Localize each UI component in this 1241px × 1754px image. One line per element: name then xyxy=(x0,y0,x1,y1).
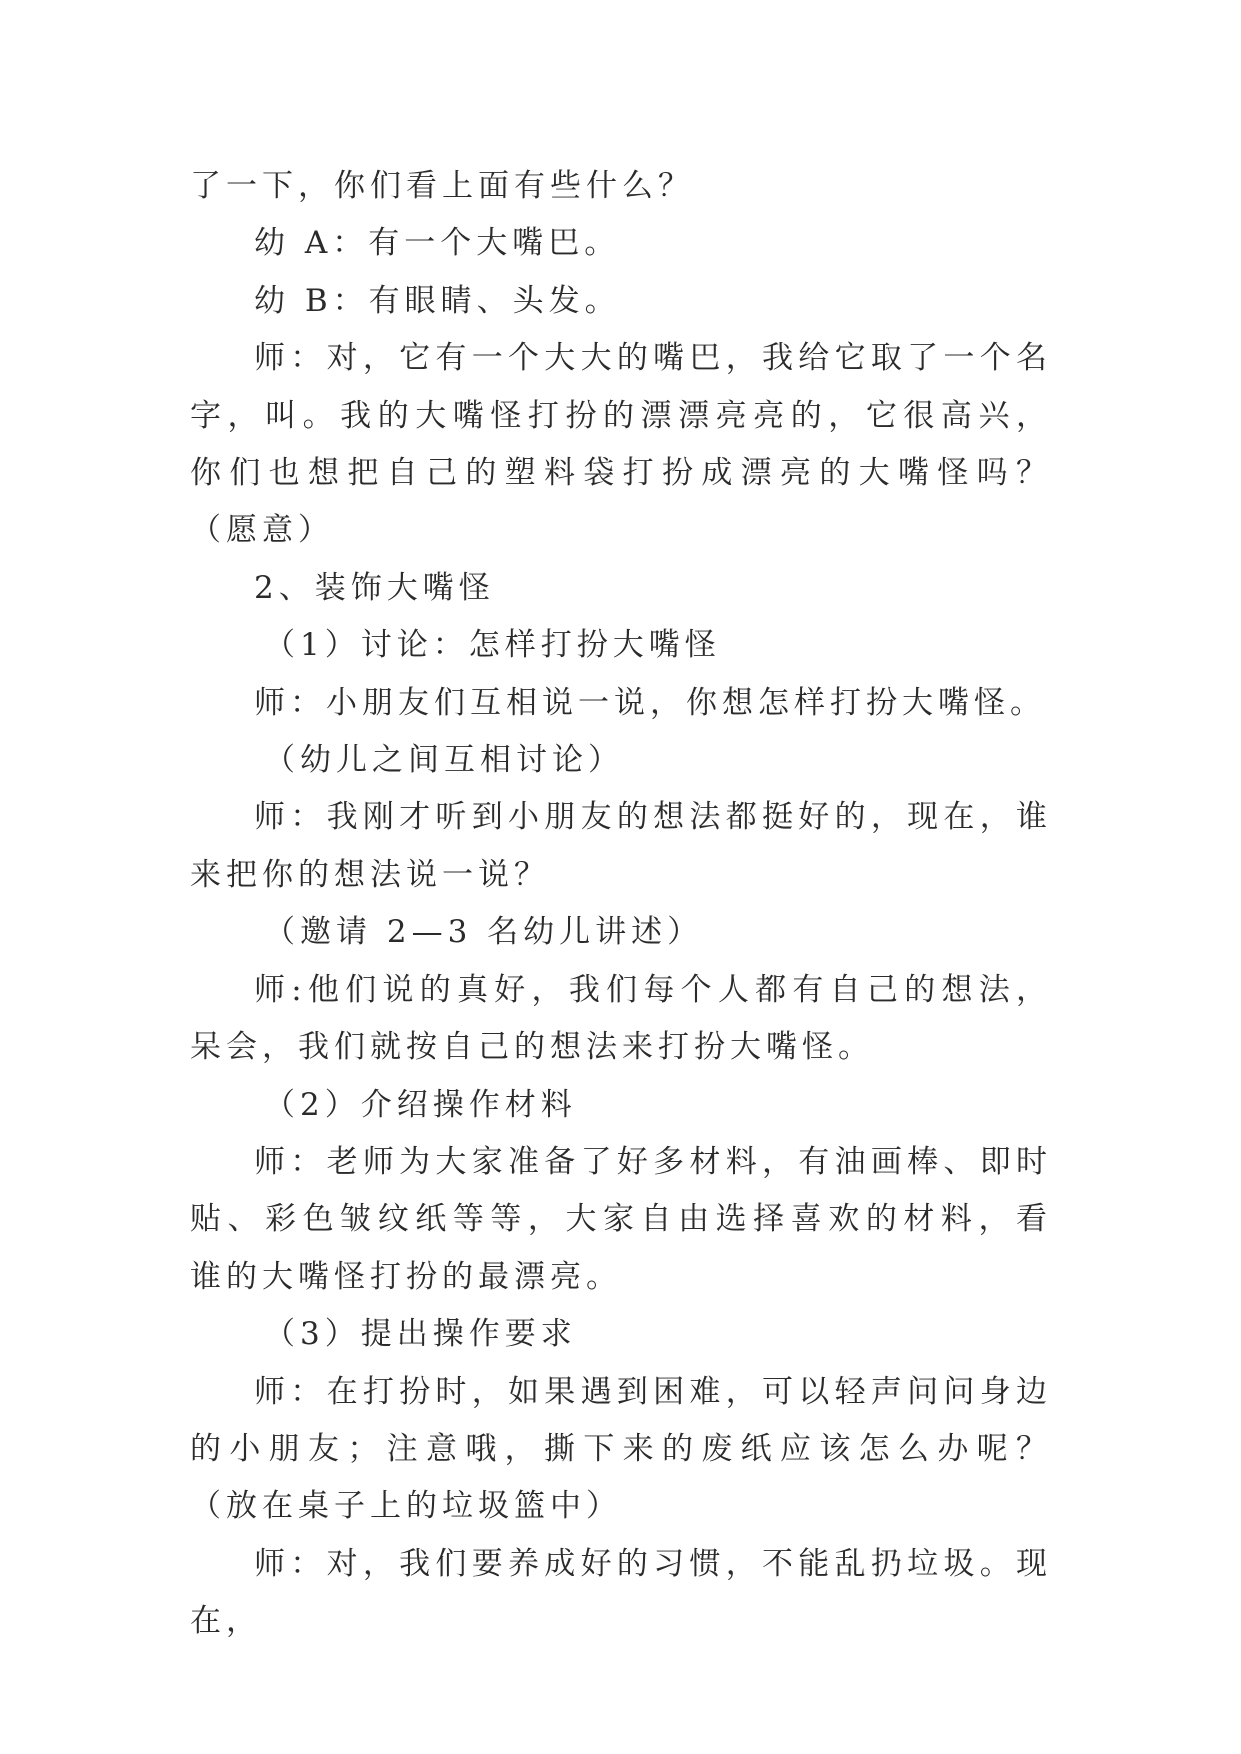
paragraph: 师：小朋友们互相说一说，你想怎样打扮大嘴怪。 xyxy=(254,684,1046,721)
subsection-heading: （2）介绍操作材料 xyxy=(264,1086,577,1123)
section-heading: 2、装饰大嘴怪 xyxy=(254,569,495,606)
paragraph: 师：在打扮时，如果遇到困难，可以轻声问问身边的小朋友；注意哦，撕下来的废纸应该怎么办呢？（放在桌子上的垃圾篮中） xyxy=(190,1373,1052,1525)
paragraph: 师：我刚才听到小朋友的想法都挺好的，现在，谁来把你的想法说一说？ xyxy=(190,799,1052,893)
subsection-heading: （1）讨论：怎样打扮大嘴怪 xyxy=(264,627,721,664)
paragraph: 幼 A：有一个大嘴巴。 xyxy=(254,225,621,262)
subsection-heading: （3）提出操作要求 xyxy=(264,1316,577,1353)
stage-note: （邀请 2—3 名幼儿讲述） xyxy=(264,914,704,951)
paragraph: 幼 B：有眼睛、头发。 xyxy=(254,282,621,319)
paragraph: 师：对，它有一个大大的嘴巴，我给它取了一个名字，叫。我的大嘴怪打扮的漂漂亮亮的，它很高兴，你们也想把自己的塑料袋打扮成漂亮的大嘴怪吗？（愿意） xyxy=(190,340,1052,549)
paragraph: 师:他们说的真好，我们每个人都有自己的想法，呆会，我们就按自己的想法来打扮大嘴怪。 xyxy=(190,971,1052,1066)
paragraph: 师：老师为大家准备了好多材料，有油画棒、即时贴、彩色皱纹纸等等，大家自由选择喜欢的材料，看谁的大嘴怪打扮的最漂亮。 xyxy=(190,1143,1052,1295)
paragraph: 师：对，我们要养成好的习惯，不能乱扔垃圾。现在， xyxy=(190,1545,1052,1640)
document-body xyxy=(190,158,1052,1651)
stage-note: （幼儿之间互相讨论） xyxy=(264,742,624,779)
paragraph: 了一下，你们看上面有些什么？ xyxy=(190,168,694,204)
